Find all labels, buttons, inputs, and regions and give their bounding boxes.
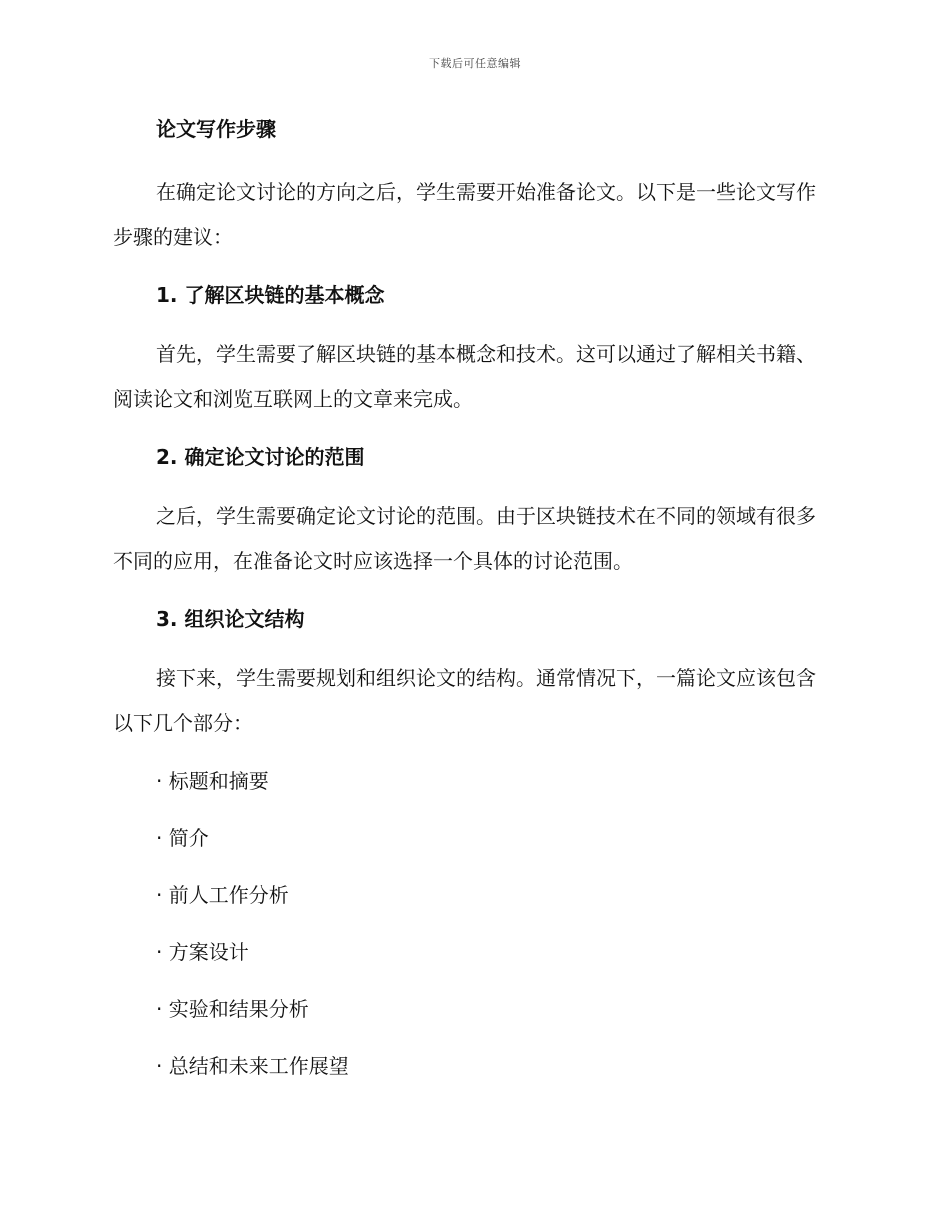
list-item: · 方案设计 <box>156 940 249 964</box>
section-heading-2: 2. 确定论文讨论的范围 <box>156 445 365 469</box>
section-body-1: 首先，学生需要了解区块链的基本概念和技术。这可以通过了解相关书籍、阅读论文和浏览互联网上的文章来完成。 <box>113 342 816 411</box>
list-item: · 简介 <box>156 826 209 850</box>
list-item: · 总结和未来工作展望 <box>156 1054 349 1078</box>
document-title: 论文写作步骤 <box>156 117 276 141</box>
list-item: · 标题和摘要 <box>156 769 269 793</box>
section-heading-1: 1. 了解区块链的基本概念 <box>156 283 385 307</box>
list-item: · 前人工作分析 <box>156 883 289 907</box>
intro-paragraph: 在确定论文讨论的方向之后，学生需要开始准备论文。以下是一些论文写作步骤的建议： <box>113 180 816 249</box>
list-item: · 实验和结果分析 <box>156 997 309 1021</box>
structure-list <box>113 764 833 1083</box>
page-header: 下载后可任意编辑 <box>429 57 521 70</box>
section-body-2: 之后，学生需要确定论文讨论的范围。由于区块链技术在不同的领域有很多不同的应用，在准备论文时应该选择一个具体的讨论范围。 <box>113 504 816 573</box>
section-heading-3: 3. 组织论文结构 <box>156 607 305 631</box>
document-body <box>113 112 833 1083</box>
section-body-3: 接下来，学生需要规划和组织论文的结构。通常情况下，一篇论文应该包含以下几个部分： <box>113 666 816 735</box>
